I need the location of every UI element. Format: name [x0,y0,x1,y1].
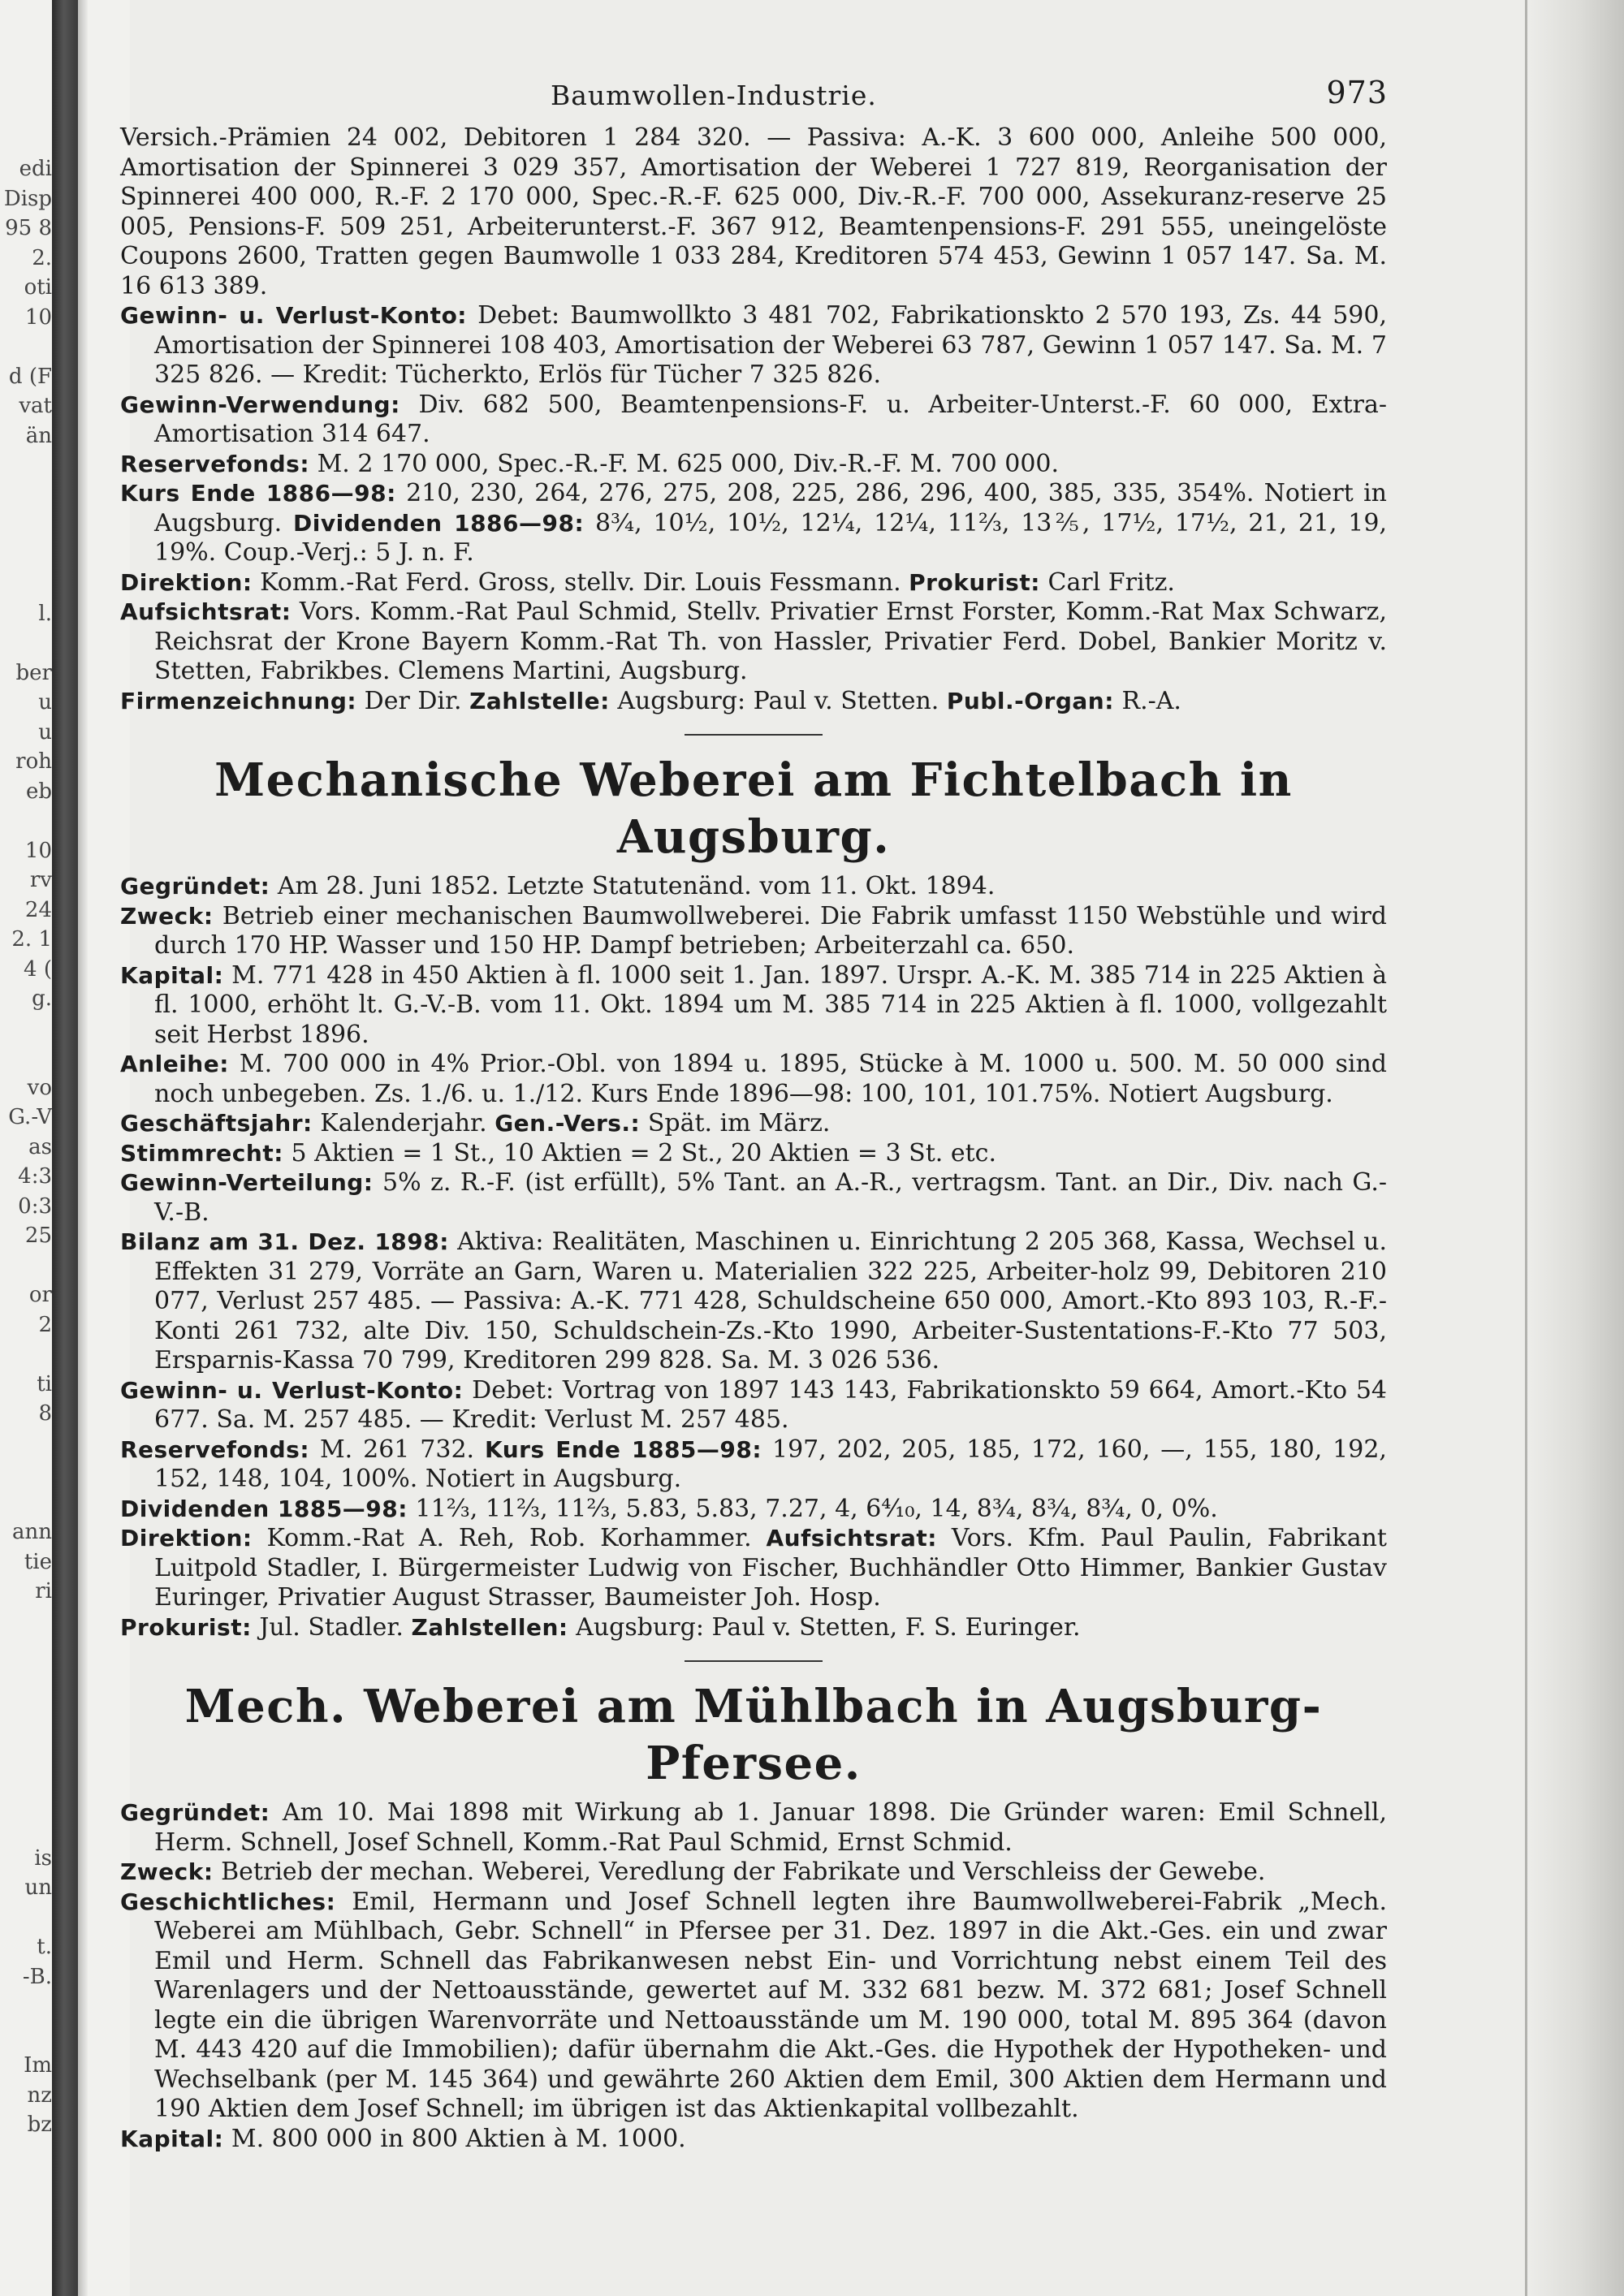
company-entries [120,1798,1387,2154]
page-edge-line [1525,0,1527,2296]
entry-label: Reservefonds: [120,1435,310,1463]
entry-label: Gewinn- u. Verlust-Konto: [120,1376,464,1404]
entry-text: Der Dir. [364,686,462,715]
previous-page-fragment [0,1903,52,1933]
entry-text: Debet: Baumwollkto 3 481 702, Fabrikationskto 2 570 193, Zs. 44 590, Amortisation der Spinnerei 108 403, Amortisation der Weberei 63 787, Gewinn 1 057 147. Sa. M. 7 325 826. — Kredit: Tücherkto, Erlös für Tücher 7 325 826. [154,301,1387,389]
previous-page-fragment: 2 [38,1312,52,1337]
entry-text: M. 261 732. [319,1435,475,1464]
previous-page-fragment: bz [27,2113,52,2137]
entry-text: 5% z. R.-F. (ist erfüllt), 5% Tant. an A.-R., vertragsm. Tant. an Dir., Div. nach G.-V.-B. [154,1168,1387,1227]
entry-paragraph [120,1050,1387,1109]
entry-paragraph [120,902,1387,961]
entry-paragraph [120,598,1387,687]
previous-page-fragment [0,510,52,540]
section-continued [120,123,1387,716]
previous-page-fragment: is [34,1845,52,1871]
previous-page-fragment [0,540,52,570]
entry-label: Zweck: [120,1858,214,1885]
previous-page-fragment [0,451,52,481]
previous-page-fragment [0,2022,52,2052]
entry-text: 8¾, 10½, 10½, 12¼, 12¼, 11⅔, 13⅖, 17½, 17½, 21, 21, 19, 19%. Coup.-Verj.: 5 J. n. F. [154,508,1388,567]
entry-text: Carl Fritz. [1047,568,1175,597]
entry-paragraph [120,1613,1387,1643]
entry-text: Vors. Komm.-Rat Paul Schmid, Stellv. Privatier Ernst Forster, Komm.-Rat Max Schwarz, Reichsrat der Krone Bayern Komm.-Rat Th. von Hassler, Privatier Ferd. Dobel, Bankier Moritz v. Stetten, Fabrikbes. Clemens Martini, Augsburg. [154,598,1387,685]
previous-page-fragment [0,1636,52,1666]
entry-paragraph [120,1798,1387,1858]
previous-page-fragment: än [25,423,52,448]
entry-text: M. 800 000 in 800 Aktien à M. 1000. [231,2124,686,2153]
company-title: Mech. Weberei am Mühlbach in Augsburg-Pfersee. [184,1680,1323,1790]
previous-page-fragment [0,628,52,658]
entry-paragraph [120,391,1387,450]
previous-page-fragment [0,1695,52,1725]
previous-page-fragment: ann [12,1520,52,1544]
entry-paragraph [120,872,1387,902]
entry-text: M. 700 000 in 4% Prior.-Obl. von 1894 u. 1895, Stücke à M. 1000 u. 500. M. 50 000 sind noch unbegeben. Zs. 1./6. u. 1./12. Kurs Ende 1896—98: 100, 101, 101.75%. Notiert Augsburg. [154,1050,1387,1108]
previous-page-fragment: ber [15,660,52,685]
entry-label: Kurs Ende 1885—98: [485,1435,762,1463]
entry-paragraph [120,450,1387,480]
previous-page-fragment: 4 ( [24,956,52,982]
entry-text: Betrieb einer mechanischen Baumwollweberei. Die Fabrik umfasst 1150 Webstühle und wird durch 170 HP. Wasser und 150 HP. Dampf betrieben; Arbeiterzahl ca. 650. [154,901,1387,960]
entry-paragraph [120,1168,1387,1228]
entry-text: 197, 202, 205, 185, 172, 160, —, 155, 180, 192, 152, 148, 104, 100%. Notiert in Augsburg. [154,1435,1387,1493]
previous-page-fragment: vat [19,394,52,418]
running-header [120,75,1387,123]
entry-paragraph [120,961,1387,1051]
previous-page-fragment: tie [24,1549,52,1574]
previous-page-fragment [0,332,52,362]
page-edge-shadow [1527,0,1624,2296]
previous-page-fragment: 2. [32,245,52,270]
entry-paragraph [120,1495,1387,1525]
previous-page-fragment [0,1754,52,1785]
previous-page-fragment: as [28,1134,52,1159]
entry-text: Jul. Stadler. [259,1612,404,1642]
previous-page-fragment: 24 [24,897,52,922]
entry-text: Komm.-Rat A. Reh, Rob. Korhammer. [266,1524,752,1552]
previous-page-fragment [0,1488,52,1518]
entry-label: Bilanz am 31. Dez. 1898: [120,1228,449,1255]
previous-page-fragment: u [38,690,52,714]
previous-page-fragment: -B. [22,1964,52,1989]
section-divider [685,734,823,736]
previous-page-fragment [0,1014,52,1044]
entry-paragraph [120,687,1387,717]
previous-page-fragment [0,1725,52,1755]
entry-paragraph [120,2125,1387,2155]
entry-text: Kalenderjahr. [320,1109,487,1137]
entry-paragraph [120,301,1387,391]
previous-page-fragment: 10 [24,304,52,330]
previous-page-fragment: 25 [24,1224,52,1248]
previous-page-fragment: vo [27,1075,52,1100]
entry-text: Emil, Hermann und Josef Schnell legten ihre Baumwollweberei-Fabrik „Mech. Weberei am Mühlbach, Gebr. Schnell“ in Pfersee per 31. Dez. 1897 in die Akt.-Ges. ein und zwar Emil und Herm. Schnell das Fabrikanwesen nebst Ein- und Vorrichtung nebst einem Teil des Warenlagers und der Nettoausstände, gewertet auf M. 332 681 bezw. M. 372 681; Josef Schnell legte ein die übrigen Warenvorräte und Nettoausstände um M. 190 000, total M. 895 364 (davon M. 443 420 auf die Immobilien); dafür übernahm die Akt.-Ges. die Hypothek der Hypotheken- und Wechselbank (per M. 145 364) und gewährte 260 Aktien dem Emil, 300 Aktien dem Hermann und 190 Aktien dem Josef Schnell; im übrigen ist das Aktienkapital vollbezahlt. [154,1887,1387,2123]
document-page [120,75,1387,2154]
entry-text: Komm.-Rat Ferd. Gross, stellv. Dir. Louis Fessmann. [260,568,901,597]
entry-paragraph [120,1376,1387,1435]
entry-label: Geschichtliches: [120,1888,336,1915]
entry-label: Zweck: [120,902,214,930]
entry-paragraph [120,1109,1387,1139]
entry-paragraph [120,1139,1387,1169]
entry-text: 11⅔, 11⅔, 11⅔, 5.83, 5.83, 7.27, 4, 6⁴⁄₁₀, 14, 8¾, 8¾, 8¾, 0, 0%. [415,1494,1218,1523]
previous-page-fragment [0,1340,52,1370]
page-number: 973 [1326,75,1388,110]
entry-label: Gegründet: [120,1799,270,1826]
previous-page-fragment: 0:3 [18,1193,52,1219]
entry-text: Am 28. Juni 1852. Letzte Statutenänd. vom 11. Okt. 1894. [277,872,996,900]
entry-label: Stimmrecht: [120,1139,283,1167]
entry-text: Spät. im März. [647,1109,831,1137]
previous-page-fragment: oti [24,275,52,300]
previous-page-fragment: d (F [8,364,52,389]
previous-page-fragment: l. [38,601,52,626]
entry-paragraph [120,1858,1387,1888]
entry-paragraph [120,1435,1387,1495]
previous-page-fragment [0,1666,52,1696]
previous-page-fragment: g. [32,986,52,1011]
entry-label: Kurs Ende 1886—98: [120,480,396,507]
entry-paragraph [120,1228,1387,1376]
entry-label: Gewinn-Verwendung: [120,391,400,418]
previous-page-fragment: or [28,1283,52,1307]
entry-text: Am 10. Mai 1898 mit Wirkung ab 1. Januar 1898. Die Gründer waren: Emil Schnell, Herm. Schnell, Josef Schnell, Komm.-Rat Paul Schmid, Ernst Schmid. [154,1798,1387,1857]
previous-page-fragment: un [24,1875,52,1900]
entry-label: Gewinn-Verteilung: [120,1169,374,1196]
entry-text: Debet: Vortrag von 1897 143 143, Fabrikationskto 59 664, Amort.-Kto 54 677. Sa. M. 257 485. — Kredit: Verlust M. 257 485. [154,1375,1388,1434]
previous-page-fragment: G.-V [8,1105,52,1129]
entry-label: Zahlstelle: [469,687,610,714]
entry-label: Gegründet: [120,873,270,900]
entry-text: Vors. Kfm. Paul Paulin, Fabrikant Luitpold Stadler, I. Bürgermeister Ludwig von Fischer, Buchhändler Otto Himmer, Bankier Gustav Euringer, Privatier August Strasser, Baumeister Joh. Hosp. [154,1524,1387,1612]
entry-text: Augsburg: Paul v. Stetten. [617,686,939,715]
previous-page-fragment: 10 [24,838,52,863]
previous-page-fragment: ri [35,1579,52,1603]
entry-label: Direktion: [120,568,253,596]
previous-page-fragment: 4:3 [18,1164,52,1189]
company-title: Mechanische Weberei am Fichtelbach in Augsburg. [214,753,1293,864]
previous-page-fragment [0,1043,52,1073]
previous-page-fragment [0,1458,52,1488]
entry-label: Prokurist: [909,568,1040,596]
entry-label: Dividenden 1886—98: [292,509,585,537]
entry-text: Div. 682 500, Beamtenpensions-F. u. Arbeiter-Unterst.-F. 60 000, Extra-Amortisation 314 647. [154,390,1387,448]
entry-label: Firmenzeichnung: [120,687,357,714]
entry-label: Zahlstellen: [411,1613,568,1641]
header-title: Baumwollen-Industrie. [551,80,877,111]
previous-page-fragment [0,1607,52,1637]
previous-page-fragment: 2. 1 [11,927,52,952]
previous-page-fragment: ti [37,1371,52,1396]
previous-page-fragment: 8 [38,1401,52,1426]
entry-label: Geschäftsjahr: [120,1110,313,1137]
entry-label: Anleihe: [120,1051,229,1077]
previous-page-fragment: t. [37,1935,52,1959]
entry-label: Gen.-Vers.: [495,1110,641,1137]
previous-page-fragment [0,1814,52,1844]
entry-label: Dividenden 1885—98: [120,1495,408,1522]
previous-page-fragment: Im [24,2053,52,2078]
previous-page-fragment: Disp [3,186,52,211]
entry-text: 210, 230, 264, 276, 275, 208, 225, 286, 296, 400, 385, 335, 354%. Notiert in Augsburg. [154,479,1387,537]
entry-label: Aufsichtsrat: [766,1525,937,1552]
entry-label: Publ.-Organ: [946,687,1114,714]
previous-page-fragment: roh [15,749,52,774]
previous-page-fragment [0,1429,52,1459]
entry-text: M. 2 170 000, Spec.-R.-F. M. 625 000, Div.-R.-F. M. 700 000. [317,449,1060,478]
previous-page-fragment [0,806,52,836]
entry-label: Direktion: [120,1525,253,1552]
entry-text: R.-A. [1121,686,1181,715]
company-entries [120,872,1387,1642]
entry-paragraph [120,568,1387,598]
entry-label: Kapital: [120,2125,224,2152]
previous-page-fragment: nz [27,2082,52,2108]
entry-label: Prokurist: [120,1613,252,1641]
entry-paragraph [120,1888,1387,2125]
previous-page-column-fragments [0,154,52,2140]
previous-page-fragment: u [38,719,52,744]
entry-paragraph [120,1524,1387,1613]
entry-text: Aktiva: Realitäten, Maschinen u. Einrichtung 2 205 368, Kassa, Wechsel u. Effekten 31 279, Vorräte an Garn, Waren u. Materialien 322 225, Arbeiter-holz 99, Debitoren 210 077, Verlust 257 485. — Passiva: A.-K. 771 428, Schuldscheine 650 000, Amort.-Kto 893 103, R.-F.-Konti 261 732, alte Div. 150, Schuldschein-Zs.-Kto 1990, Arbeiter-Sustentations-F.-Kto 77 503, Ersparnis-Kassa 70 799, Kreditoren 299 828. Sa. M. 3 026 536. [154,1228,1387,1375]
entry-label: Gewinn- u. Verlust-Konto: [120,302,468,329]
previous-page-fragment: eb [25,779,52,804]
entry-text: 5 Aktien = 1 St., 10 Aktien = 2 St., 20 Aktien = 3 St. etc. [291,1138,996,1167]
book-spine [52,0,78,2296]
previous-page-fragment [0,1251,52,1281]
previous-page-fragment [0,569,52,599]
previous-page-fragment: edi [19,157,52,181]
entry-paragraph [120,479,1387,568]
entry-text: M. 771 428 in 450 Aktien à fl. 1000 seit 1. Jan. 1897. Urspr. A.-K. M. 385 714 in 225 Aktien à fl. 1000, erhöht lt. G.-V.-B. vom 11. Okt. 1894 um M. 385 714 in 225 Aktien à fl. 1000, vollgezahlt seit Herbst 1896. [154,960,1387,1049]
previous-page-fragment: rv [29,868,52,892]
continued-balance-text: Versich.-Prämien 24 002, Debitoren 1 284 320. — Passiva: A.-K. 3 600 000, Anleihe 500 000, Amortisation der Spinnerei 3 029 357, Amortisation der Weberei 1 727 819, Reorganisation der Spinnerei 400 000, R.-F. 2 170 000, Spec.-R.-F. 625 000, Div.-R.-F. 700 000, Assekuranz-reserve 25 005, Pensions-F. 509 251, Arbeiterunterst.-F. 367 912, Beamtenpensions-F. 291 555, uneingelöste Coupons 2600, Tratten gegen Baumwolle 1 033 284, Kreditoren 574 453, Gewinn 1 057 147. Sa. M. 16 613 389. [120,123,1387,300]
previous-page-fragment [0,481,52,511]
entry-label: Aufsichtsrat: [120,598,292,625]
previous-page-fragment: 95 8 [5,216,52,240]
binding-edge [78,0,88,2296]
entry-label: Kapital: [120,961,224,989]
entry-label: Reservefonds: [120,450,310,477]
entry-text: Augsburg: Paul v. Stetten, F. S. Euringer. [576,1612,1081,1642]
previous-page-fragment [0,1785,52,1815]
entry-text: Betrieb der mechan. Weberei, Veredlung der Fabrikate und Verschleiss der Gewebe. [221,1858,1266,1886]
section-divider [685,1660,823,1662]
previous-page-fragment [0,1992,52,2022]
